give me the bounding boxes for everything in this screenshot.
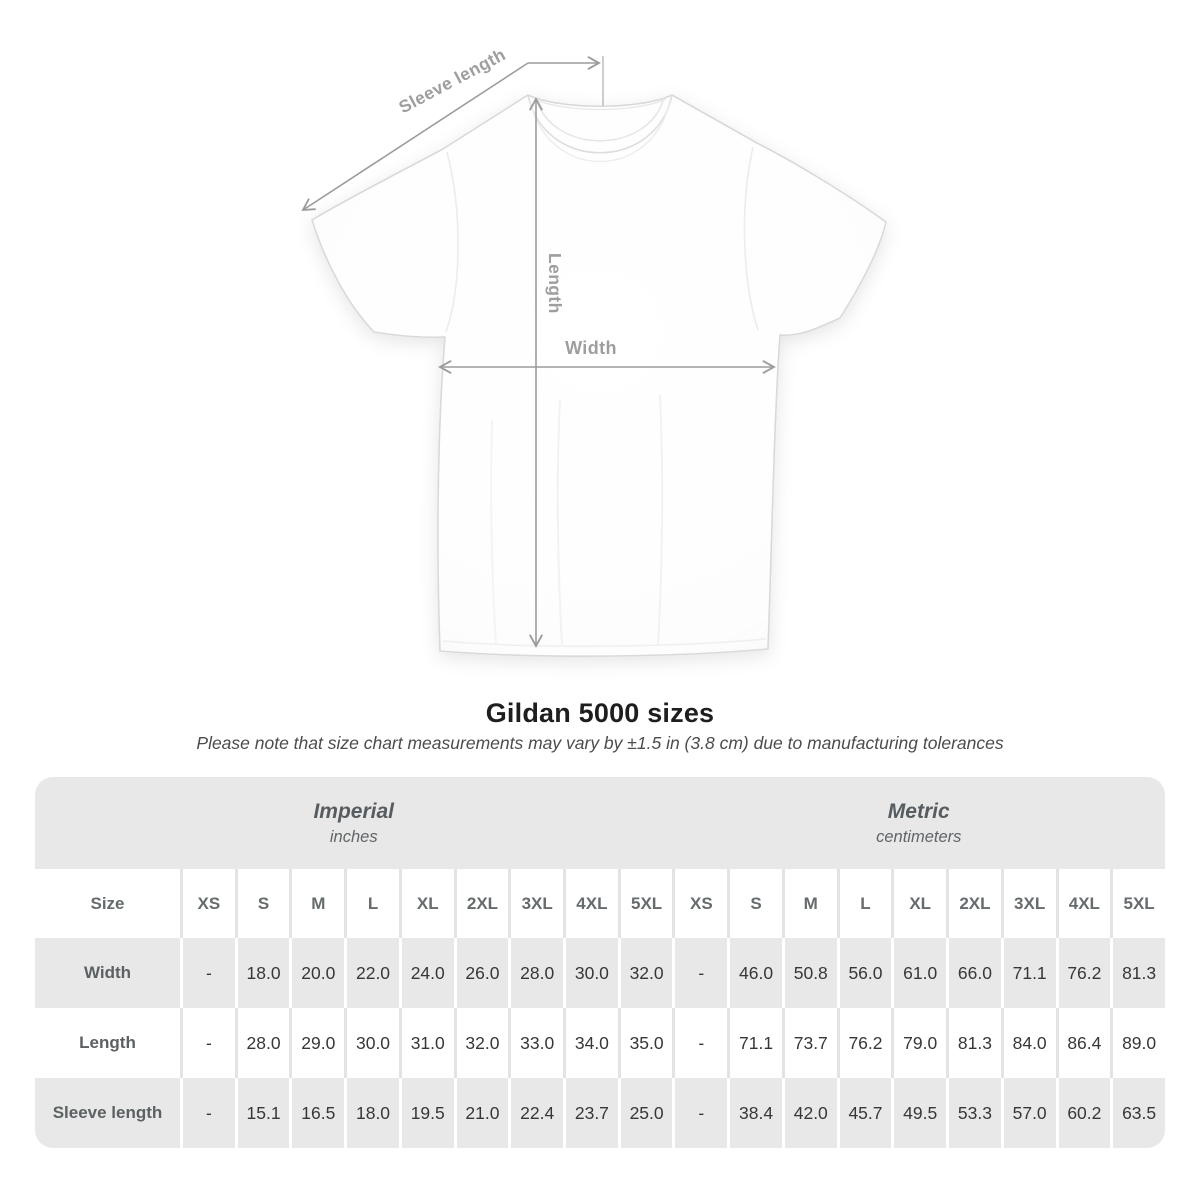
size-col-header: S — [235, 869, 290, 938]
metric-group-header — [672, 777, 1165, 869]
measurement-cell: 76.2 — [837, 1008, 892, 1078]
sleeve-length-row — [35, 1078, 1165, 1148]
size-col-header: 4XL — [563, 869, 618, 938]
measurement-cell: 24.0 — [399, 938, 454, 1008]
measurement-cell: - — [672, 1078, 727, 1148]
measurement-cell: 46.0 — [727, 938, 782, 1008]
size-col-header: XL — [891, 869, 946, 938]
measurement-cell: 21.0 — [454, 1078, 509, 1148]
row-label: Length — [35, 1008, 180, 1078]
measurement-cell: 49.5 — [891, 1078, 946, 1148]
size-col-header: XL — [399, 869, 454, 938]
measurement-cell: 50.8 — [782, 938, 837, 1008]
measurement-cell: 81.3 — [946, 1008, 1001, 1078]
measurement-cell: 79.0 — [891, 1008, 946, 1078]
measurement-cell: 15.1 — [235, 1078, 290, 1148]
measurement-cell: 22.4 — [508, 1078, 563, 1148]
measurement-cell: 25.0 — [618, 1078, 673, 1148]
unit-group-header-row — [35, 777, 1165, 869]
metric-group-unit: centimeters — [876, 827, 962, 846]
measurement-cell: 73.7 — [782, 1008, 837, 1078]
size-col-header: 4XL — [1056, 869, 1111, 938]
measurement-cell: 42.0 — [782, 1078, 837, 1148]
measurement-cell: - — [672, 1008, 727, 1078]
size-col-header: 3XL — [508, 869, 563, 938]
size-col-header: 5XL — [618, 869, 673, 938]
size-col-header: M — [289, 869, 344, 938]
measurement-cell: 89.0 — [1110, 1008, 1165, 1078]
measurement-cell: 30.0 — [344, 1008, 399, 1078]
size-col-header: L — [837, 869, 892, 938]
width-row — [35, 938, 1165, 1008]
measurement-cell: 16.5 — [289, 1078, 344, 1148]
measurement-cell: 23.7 — [563, 1078, 618, 1148]
metric-group-label: Metric — [887, 799, 950, 823]
tshirt-graphic — [312, 95, 886, 656]
size-col-header: 3XL — [1001, 869, 1056, 938]
measurement-cell: 45.7 — [837, 1078, 892, 1148]
measurement-cell: 71.1 — [727, 1008, 782, 1078]
tolerance-note: Please note that size chart measurements may vary by ±1.5 in (3.8 cm) due to manufacturing tolerances — [196, 733, 1004, 753]
measurement-cell: 32.0 — [618, 938, 673, 1008]
row-label: Width — [35, 938, 180, 1008]
measurement-cell: 34.0 — [563, 1008, 618, 1078]
measurement-cell: 56.0 — [837, 938, 892, 1008]
size-table — [35, 777, 1165, 1148]
measurement-cell: 18.0 — [235, 938, 290, 1008]
measurement-cell: 32.0 — [454, 1008, 509, 1078]
measurement-cell: 22.0 — [344, 938, 399, 1008]
measurement-cell: 20.0 — [289, 938, 344, 1008]
width-label: Width — [565, 338, 617, 358]
row-label: Sleeve length — [35, 1078, 180, 1148]
imperial-group-header — [35, 777, 672, 869]
size-header-label: Size — [35, 869, 180, 938]
measurement-cell: 33.0 — [508, 1008, 563, 1078]
measurement-cell: 61.0 — [891, 938, 946, 1008]
measurement-cell: 66.0 — [946, 938, 1001, 1008]
measurement-cell: 57.0 — [1001, 1078, 1056, 1148]
measurement-cell: 29.0 — [289, 1008, 344, 1078]
measurement-cell: 63.5 — [1110, 1078, 1165, 1148]
imperial-group-label: Imperial — [313, 799, 394, 823]
measurement-cell: 30.0 — [563, 938, 618, 1008]
imperial-group-unit: inches — [329, 827, 378, 846]
page-title: Gildan 5000 sizes — [485, 698, 715, 728]
measurement-cell: 53.3 — [946, 1078, 1001, 1148]
measurement-cell: 81.3 — [1110, 938, 1165, 1008]
measurement-cell: 28.0 — [235, 1008, 290, 1078]
size-col-header: XS — [180, 869, 235, 938]
size-header-row — [35, 869, 1165, 938]
size-col-header: L — [344, 869, 399, 938]
size-col-header: 2XL — [946, 869, 1001, 938]
measurement-cell: - — [672, 938, 727, 1008]
measurement-cell: - — [180, 1008, 235, 1078]
measurement-cell: 38.4 — [727, 1078, 782, 1148]
measurement-cell: 35.0 — [618, 1008, 673, 1078]
measurement-cell: 76.2 — [1056, 938, 1111, 1008]
measurement-cell: 28.0 — [508, 938, 563, 1008]
length-row — [35, 1008, 1165, 1078]
size-col-header: XS — [672, 869, 727, 938]
measurement-cell: 84.0 — [1001, 1008, 1056, 1078]
sleeve-length-label: Sleeve length — [395, 44, 509, 118]
size-col-header: S — [727, 869, 782, 938]
measurement-cell: 31.0 — [399, 1008, 454, 1078]
length-label: Length — [545, 253, 565, 314]
measurement-cell: 26.0 — [454, 938, 509, 1008]
size-col-header: 2XL — [454, 869, 509, 938]
measurement-cell: 71.1 — [1001, 938, 1056, 1008]
size-col-header: M — [782, 869, 837, 938]
measurement-cell: 18.0 — [344, 1078, 399, 1148]
measurement-cell: 86.4 — [1056, 1008, 1111, 1078]
measurement-cell: 60.2 — [1056, 1078, 1111, 1148]
measurement-cell: 19.5 — [399, 1078, 454, 1148]
size-col-header: 5XL — [1110, 869, 1165, 938]
tshirt-body — [312, 95, 886, 656]
measurement-cell: - — [180, 1078, 235, 1148]
measurement-cell: - — [180, 938, 235, 1008]
